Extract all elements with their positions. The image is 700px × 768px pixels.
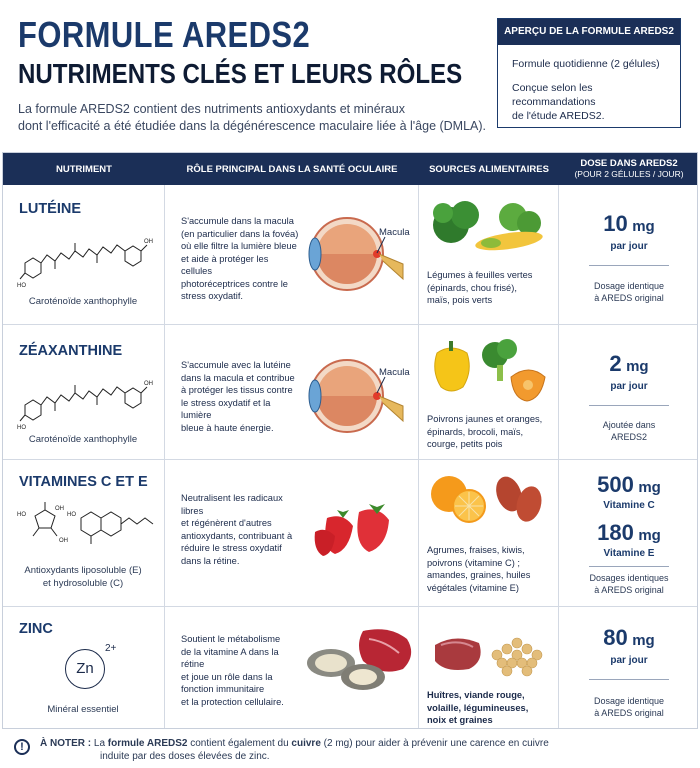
- source-line: poivrons (vitamine C) ;: [427, 557, 520, 568]
- dose-number: 180: [597, 520, 634, 545]
- strawberries-icon: [307, 492, 411, 562]
- source-line: (épinards, chou frisé),: [427, 282, 517, 293]
- role-line: Soutient le métabolisme: [181, 634, 281, 644]
- dose-vitamin-c: [559, 472, 699, 498]
- source-line: courge, petits pois: [427, 439, 503, 449]
- summary-line-1: Formule quotidienne (2 gélules): [512, 58, 660, 70]
- role-line: et joue un rôle dans la: [181, 671, 273, 682]
- footnote-label: À NOTER :: [40, 738, 92, 749]
- citrus-nuts-icon: [429, 470, 551, 536]
- nutrient-caption: Minéral essentiel: [47, 704, 119, 715]
- svg-text:HO: HO: [17, 512, 26, 518]
- intro-line-2: dont l'efficacité a été étudiée dans la dégénérescence maculaire liée à l'âge (DMLA).: [18, 119, 487, 133]
- source-line: amandes, graines, huiles: [427, 570, 531, 580]
- role-text: [181, 215, 299, 303]
- sources-text: [427, 269, 555, 307]
- eye-anatomy-icon: [303, 351, 415, 441]
- role-line: dans la macula et contribue: [181, 372, 295, 383]
- source-line: Poivrons jaunes et oranges,: [427, 414, 543, 424]
- summary-line-2b: de l'étude AREDS2.: [512, 110, 605, 122]
- source-line: noix et graines: [427, 715, 493, 725]
- nutrient-caption: Caroténoïde xanthophylle: [28, 296, 138, 307]
- dose-frequency: par jour: [610, 241, 648, 252]
- role-line: photoréceptrices contre le: [181, 278, 288, 289]
- zinc-symbol-icon: [65, 649, 105, 689]
- footnote-part: induite par des doses élevées de zinc.: [100, 751, 270, 762]
- footnote-bold: cuivre: [291, 738, 321, 749]
- nutrient-table: [2, 152, 698, 729]
- source-line: Huîtres, viande rouge,: [427, 690, 525, 700]
- source-line: végétales (vitamine E): [427, 582, 519, 593]
- dose-unit: mg: [632, 218, 655, 235]
- sources-text: [427, 689, 555, 727]
- summary-title: APERÇU DE LA FORMULE AREDS2: [498, 19, 680, 45]
- dose-frequency: par jour: [610, 655, 648, 666]
- dose-value: [559, 625, 699, 651]
- role-text: [181, 359, 299, 434]
- svg-text:HO: HO: [17, 425, 26, 431]
- table-row-zinc: [3, 607, 697, 729]
- exclamation-icon: !: [14, 739, 30, 755]
- dose-divider: [589, 405, 669, 406]
- role-line: antioxydants, contribuant à: [181, 530, 293, 541]
- source-line: Légumes à feuilles vertes: [427, 270, 533, 280]
- dose-note: [559, 280, 699, 304]
- dose-note-line: Ajoutée dans: [602, 420, 656, 430]
- role-line: réduire le stress oxydatif: [181, 543, 282, 553]
- dose-unit: mg: [638, 479, 661, 496]
- eye-anatomy-icon: [303, 209, 415, 299]
- nutrient-name: VITAMINES C ET E: [19, 474, 148, 490]
- peppers-broccoli-icon: [431, 335, 549, 405]
- oysters-meat-icon: [303, 621, 417, 697]
- eye-pointer-icon: [367, 235, 387, 255]
- dose-unit: mg: [638, 527, 661, 544]
- dose-note-line: Dosage identique: [593, 281, 665, 291]
- dose-vitamin-e-label: Vitamine E: [603, 548, 655, 559]
- role-line: de la vitamine A dans la rétine: [181, 646, 279, 669]
- footnote-text: [40, 737, 590, 763]
- role-line: stress oxydatif.: [181, 291, 244, 301]
- role-line: S'accumule dans la macula: [181, 216, 294, 226]
- dose-divider: [589, 265, 669, 266]
- header-sources: SOURCES ALIMENTAIRES: [429, 163, 549, 175]
- intro-text: [18, 101, 488, 135]
- source-line: épinards, brocoli, maïs,: [427, 426, 524, 437]
- svg-text:OH: OH: [144, 381, 153, 387]
- footnote-part: (2 mg) pour aider à prévenir une carence en cuivre: [320, 738, 549, 749]
- source-line: volaille, légumineuses,: [427, 702, 529, 713]
- header-nutrient: NUTRIMENT: [56, 163, 112, 175]
- dose-number: 500: [597, 472, 634, 497]
- svg-text:OH: OH: [59, 538, 68, 544]
- dose-value: [559, 351, 699, 377]
- lutein-molecule-icon: [17, 223, 157, 293]
- role-line: où elle filtre la lumière bleue: [181, 241, 297, 251]
- svg-text:OH: OH: [144, 239, 153, 245]
- nutrient-name: LUTÉINE: [19, 201, 82, 217]
- role-line: et régénèrent d'autres: [181, 518, 272, 528]
- dose-unit: mg: [632, 632, 655, 649]
- role-line: à protéger les tissus contre: [181, 385, 293, 395]
- nutrient-caption: [3, 564, 163, 590]
- dose-frequency: par jour: [610, 381, 648, 392]
- sources-text: [427, 544, 555, 594]
- table-row-lutein: [3, 185, 697, 324]
- zinc-charge: 2+: [105, 643, 117, 654]
- dose-divider: [589, 566, 669, 567]
- header-role: RÔLE PRINCIPAL DANS LA SANTÉ OCULAIRE: [186, 163, 398, 175]
- meat-legumes-icon: [431, 625, 551, 681]
- vitamin-molecules-icon: [15, 496, 159, 558]
- footnote-bold: formule AREDS2: [107, 738, 188, 749]
- source-line: Agrumes, fraises, kiwis,: [427, 545, 525, 555]
- nutrient-caption: Caroténoïde xanthophylle: [28, 434, 138, 445]
- role-line: dans la rétine.: [181, 555, 240, 566]
- zeaxanthin-molecule-icon: [17, 365, 157, 433]
- eye-label: Macula: [379, 367, 410, 378]
- dose-note-line: à AREDS original: [594, 708, 664, 718]
- header-dose-label: DOSE DANS AREDS2: [580, 158, 678, 169]
- intro-line-1: La formule AREDS2 contient des nutriments antioxydants et minéraux: [18, 102, 406, 116]
- svg-text:HO: HO: [67, 512, 76, 518]
- dose-divider: [589, 679, 669, 680]
- page-subtitle: NUTRIMENTS CLÉS ET LEURS RÔLES: [18, 58, 463, 89]
- footnote-part: contient également du: [187, 738, 292, 749]
- role-line: (en particulier dans la fovéa): [181, 228, 299, 239]
- dose-unit: mg: [626, 358, 649, 375]
- svg-text:HO: HO: [17, 283, 26, 289]
- sources-text: [427, 413, 555, 451]
- dose-note: [559, 419, 699, 443]
- dose-note: [559, 572, 699, 596]
- table-row-vitamins: [3, 460, 697, 606]
- dose-vitamin-e: [559, 520, 699, 546]
- dose-number: 80: [603, 625, 628, 650]
- header-dose: [559, 153, 699, 185]
- role-line: le stress oxydatif et la lumière: [181, 397, 271, 420]
- dose-note-line: AREDS2: [610, 432, 647, 442]
- caption-line: Antioxydants liposoluble (E): [24, 565, 142, 576]
- role-line: et la protection cellulaire.: [181, 696, 284, 707]
- role-text: [181, 492, 299, 567]
- dose-note-line: Dosage identique: [593, 696, 665, 706]
- role-line: et aide à protéger les cellules: [181, 253, 269, 276]
- footnote-part: La: [91, 738, 108, 749]
- nutrient-name: ZINC: [19, 621, 53, 637]
- dose-note-line: à AREDS original: [594, 293, 664, 303]
- dose-number: 2: [609, 351, 622, 376]
- role-line: bleue à haute énergie.: [181, 422, 274, 433]
- zinc-symbol: Zn: [76, 660, 94, 677]
- role-line: fonction immunitaire: [181, 684, 265, 694]
- dose-note-line: Dosages identiques: [589, 573, 669, 583]
- header-dose-sub: (POUR 2 GÉLULES / JOUR): [574, 169, 684, 179]
- caption-line: et hydrosoluble (C): [42, 578, 124, 589]
- dose-note-line: à AREDS original: [594, 585, 664, 595]
- role-text: [181, 633, 299, 708]
- dose-vitamin-c-label: Vitamine C: [603, 500, 655, 511]
- leafy-greens-icon: [431, 197, 549, 259]
- table-row-zeaxanthin: [3, 325, 697, 459]
- eye-pointer-icon: [367, 375, 387, 395]
- dose-note: [559, 695, 699, 719]
- dose-value: [559, 211, 699, 237]
- summary-line-2a: Conçue selon les recommandations: [512, 82, 596, 108]
- role-line: Neutralisent les radicaux libres: [181, 493, 283, 516]
- eye-label: Macula: [379, 227, 410, 238]
- summary-box: [497, 18, 681, 128]
- dose-number: 10: [603, 211, 628, 236]
- svg-text:OH: OH: [55, 506, 64, 512]
- role-line: S'accumule avec la lutéine: [181, 360, 291, 370]
- table-header: [3, 153, 697, 185]
- page-title: FORMULE AREDS2: [18, 14, 311, 55]
- nutrient-name: ZÉAXANTHINE: [19, 343, 123, 359]
- source-line: maïs, pois verts: [427, 295, 493, 305]
